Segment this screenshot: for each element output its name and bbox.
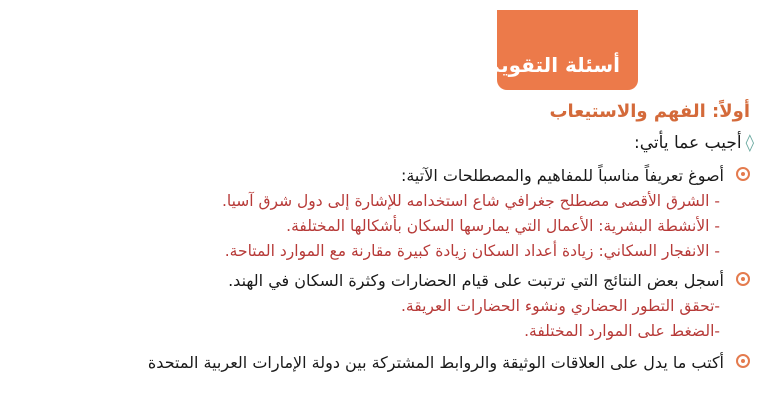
answer-line: -تحقق التطور الحضاري ونشوء الحضارات العريقة. [401,297,720,315]
answer-line: -الضغط على الموارد المختلفة. [524,322,720,340]
question-text: أصوغ تعريفاً مناسباً للمفاهيم والمصطلحات الآتية: [400,166,724,185]
bullet-icon [736,272,750,286]
question-text: أكتب ما يدل على العلاقات الوثيقة والروابط المشتركة بين دولة الإمارات العربية المتحدة [147,353,724,372]
bullet-icon [736,354,750,368]
evaluation-questions-header [485,10,638,90]
section-title: أولاً: الفهم والاستيعاب [549,101,750,122]
question-1 [18,163,758,264]
answer-line: - الشرق الأقصى مصطلح جغرافي شاع استخدامه للإشارة إلى دول شرق آسيا. [221,192,720,210]
document-body [18,95,758,376]
answer-line: - الأنشطة البشرية: الأعمال التي يمارسها السكان بأشكالها المختلفة. [286,217,720,235]
question-2 [18,268,758,344]
bullet-icon [736,167,750,181]
question-text: أسجل بعض النتائج التي ترتبت على قيام الحضارات وكثرة السكان في الهند. [228,271,724,290]
header-title: أسئلة التقويم [485,53,620,77]
answer-line: - الانفجار السكاني: زيادة أعداد السكان زيادة كبيرة مقارنة مع الموارد المتاحة. [224,242,720,260]
intro-text: أجيب عما يأتي: [634,133,742,153]
section-intro [18,129,754,157]
question-3 [18,350,758,376]
diamond-icon: ◊ [745,133,754,153]
